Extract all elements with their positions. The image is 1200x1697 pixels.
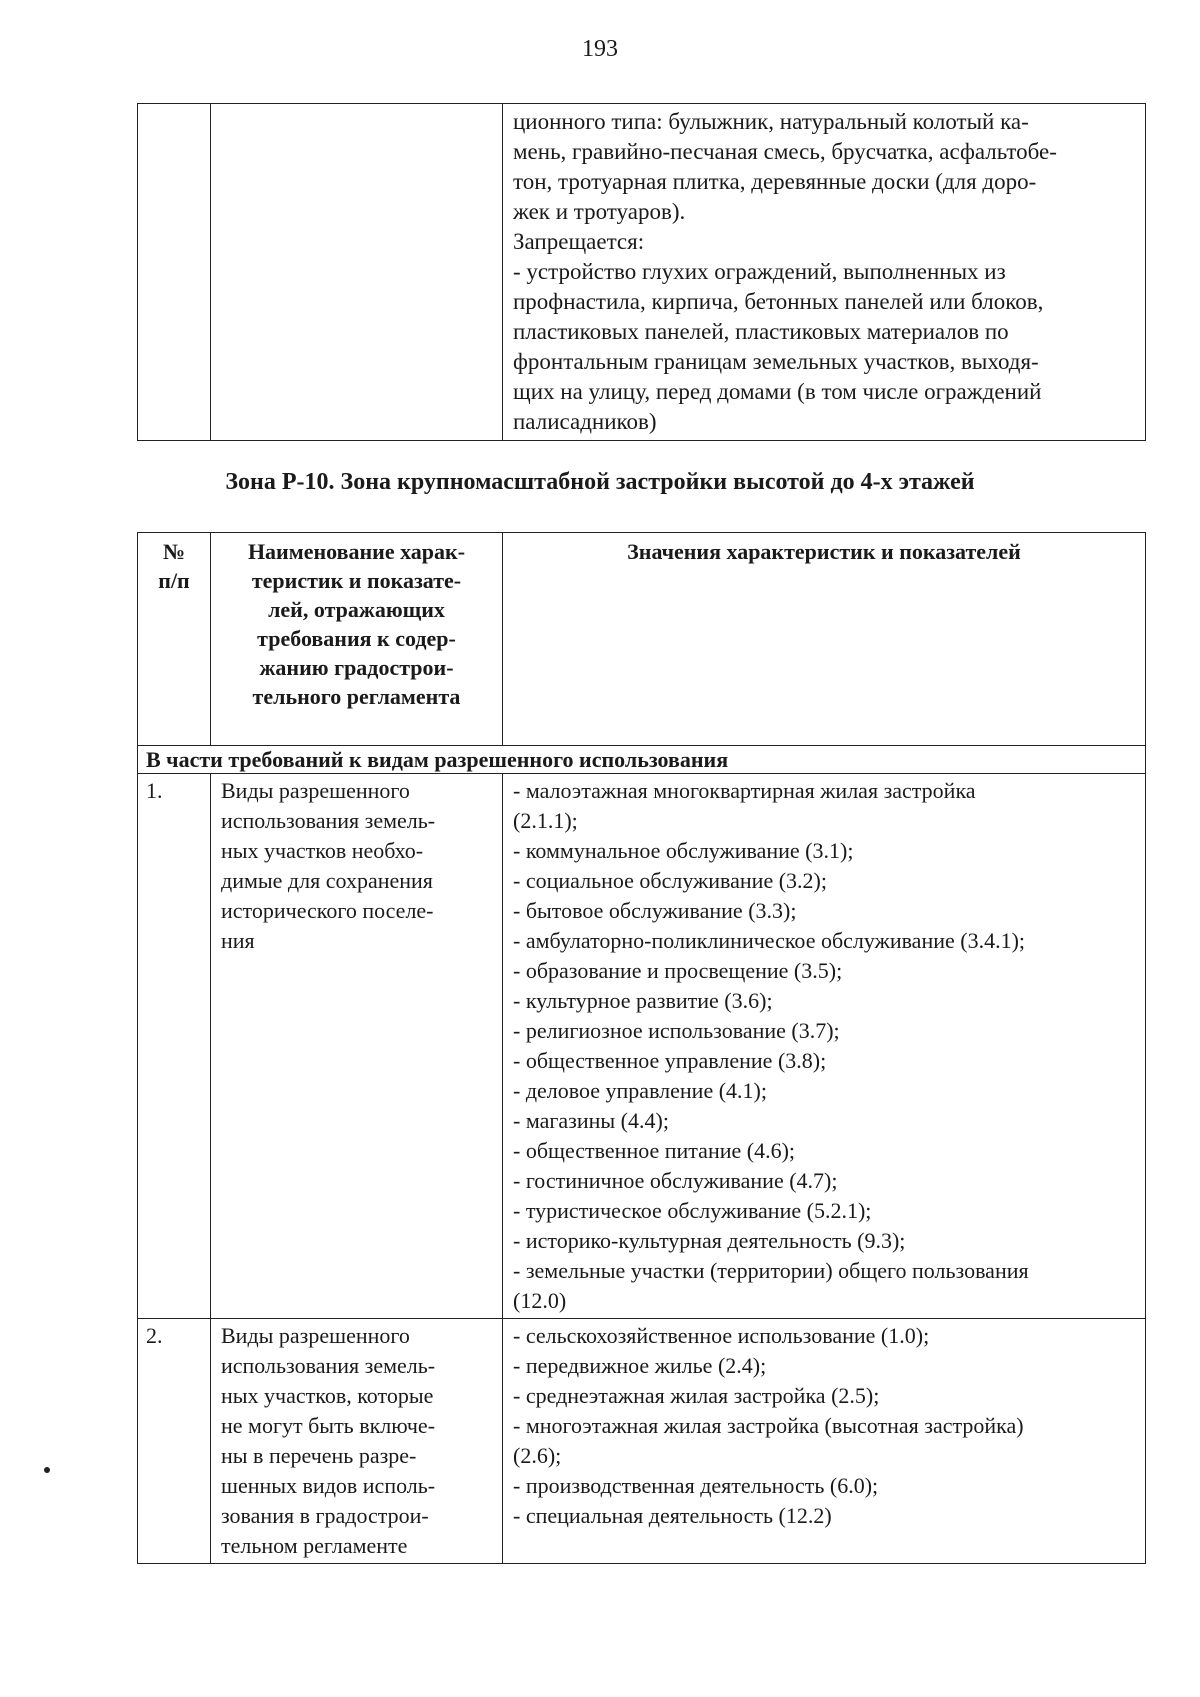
header-line: Наименование харак- [247, 539, 466, 564]
value-line: - социальное обслуживание (3.2); [513, 868, 827, 893]
scan-dot-mark [44, 1467, 50, 1473]
text-line: щих на улицу, перед домами (в том числе ограждений [513, 379, 1042, 404]
name-line: зования в градострои- [221, 1503, 429, 1528]
header-line: теристик и показате- [251, 568, 462, 593]
value-line: - культурное развитие (3.6); [513, 988, 773, 1013]
empty-cell-num [138, 104, 211, 441]
name-line: тельном регламенте [221, 1533, 408, 1558]
header-values: Значения характеристик и показателей [503, 533, 1146, 746]
value-line: (2.6); [513, 1443, 562, 1468]
value-line: - образование и просвещение (3.5); [513, 958, 843, 983]
value-line: - общественное питание (4.6); [513, 1138, 796, 1163]
zone-title-text: Зона Р-10. Зона крупномасштабной застройки высотой до 4-х этажей [225, 469, 975, 495]
value-line: - магазины (4.4); [513, 1108, 669, 1133]
header-line: лей, отражающих [268, 597, 445, 622]
header-line: № [162, 539, 186, 564]
text-line: пластиковых панелей, пластиковых материалов по [513, 319, 1009, 344]
name-line: ния [221, 928, 255, 953]
row-values [503, 1319, 1146, 1564]
page-number: 193 [582, 36, 618, 62]
header-line: жанию градострои- [259, 655, 454, 680]
value-line: - передвижное жилье (2.4); [513, 1353, 767, 1378]
value-line: - общественное управление (3.8); [513, 1048, 827, 1073]
empty-cell-name [211, 104, 503, 441]
value-line: - гостиничное обслуживание (4.7); [513, 1168, 838, 1193]
value-line: (2.1.1); [513, 808, 578, 833]
text-line: тон, тротуарная плитка, деревянные доски (для доро- [513, 169, 1037, 194]
value-line: - малоэтажная многоквартирная жилая застройка [513, 778, 976, 803]
zone-table [137, 532, 1146, 1564]
name-line: ных участков, которые [221, 1383, 434, 1408]
value-line: - многоэтажная жилая застройка (высотная застройка) [513, 1413, 1024, 1438]
header-num [138, 533, 211, 746]
name-line: использования земель- [221, 1353, 436, 1378]
name-line: Виды разрешенного [221, 1323, 410, 1348]
text-line: - устройство глухих ограждений, выполненных из [513, 259, 1006, 284]
name-line: исторического поселе- [221, 898, 434, 923]
value-line: - производственная деятельность (6.0); [513, 1473, 879, 1498]
name-line: ных участков необхо- [221, 838, 424, 863]
value-line: - туристическое обслуживание (5.2.1); [513, 1198, 872, 1223]
header-line: требования к содер- [257, 626, 456, 651]
value-line: - религиозное использование (3.7); [513, 1018, 840, 1043]
text-line: Запрещается: [513, 229, 645, 254]
text-line: профнастила, кирпича, бетонных панелей или блоков, [513, 289, 1044, 314]
value-line: - сельскохозяйственное использование (1.0); [513, 1323, 930, 1348]
row-name [211, 774, 503, 1319]
table-row [138, 1319, 1146, 1564]
table-row [138, 774, 1146, 1319]
value-line: - амбулаторно-поликлиническое обслуживание (3.4.1); [513, 928, 1026, 953]
text-line: жек и тротуаров). [513, 199, 686, 224]
name-line: не могут быть включе- [221, 1413, 436, 1438]
name-line: использования земель- [221, 808, 436, 833]
row-number: 1. [138, 774, 211, 1319]
name-line: шенных видов исполь- [221, 1473, 436, 1498]
value-line: - среднеэтажная жилая застройка (2.5); [513, 1383, 880, 1408]
row-number: 2. [138, 1319, 211, 1564]
name-line: ны в перечень разре- [221, 1443, 417, 1468]
value-line: - специальная деятельность (12.2) [513, 1503, 832, 1528]
row-values [503, 774, 1146, 1319]
continuation-text [503, 104, 1146, 441]
section-title: В части требований к видам разрешенного использования [138, 746, 1146, 774]
text-line: мень, гравийно-песчаная смесь, брусчатка, асфальтобе- [513, 139, 1057, 164]
value-line: - земельные участки (территории) общего пользования [513, 1258, 1029, 1283]
value-line: - деловое управление (4.1); [513, 1078, 767, 1103]
row-name [211, 1319, 503, 1564]
name-line: Виды разрешенного [221, 778, 410, 803]
header-line: тельного регламента [252, 684, 461, 709]
continuation-table [137, 103, 1146, 441]
text-line: фронтальным границам земельных участков, выходя- [513, 349, 1039, 374]
value-line: - историко-культурная деятельность (9.3); [513, 1228, 906, 1253]
header-row [138, 533, 1146, 746]
header-line: п/п [158, 568, 190, 593]
name-line: димые для сохранения [221, 868, 433, 893]
text-line: палисадников) [513, 409, 657, 434]
zone-title [0, 469, 1200, 496]
value-line: - бытовое обслуживание (3.3); [513, 898, 797, 923]
value-line: - коммунальное обслуживание (3.1); [513, 838, 854, 863]
value-line: (12.0) [513, 1288, 567, 1313]
text-line: ционного типа: булыжник, натуральный колотый ка- [513, 109, 1029, 134]
table-row [138, 104, 1146, 441]
header-name [211, 533, 503, 746]
section-row [138, 746, 1146, 774]
